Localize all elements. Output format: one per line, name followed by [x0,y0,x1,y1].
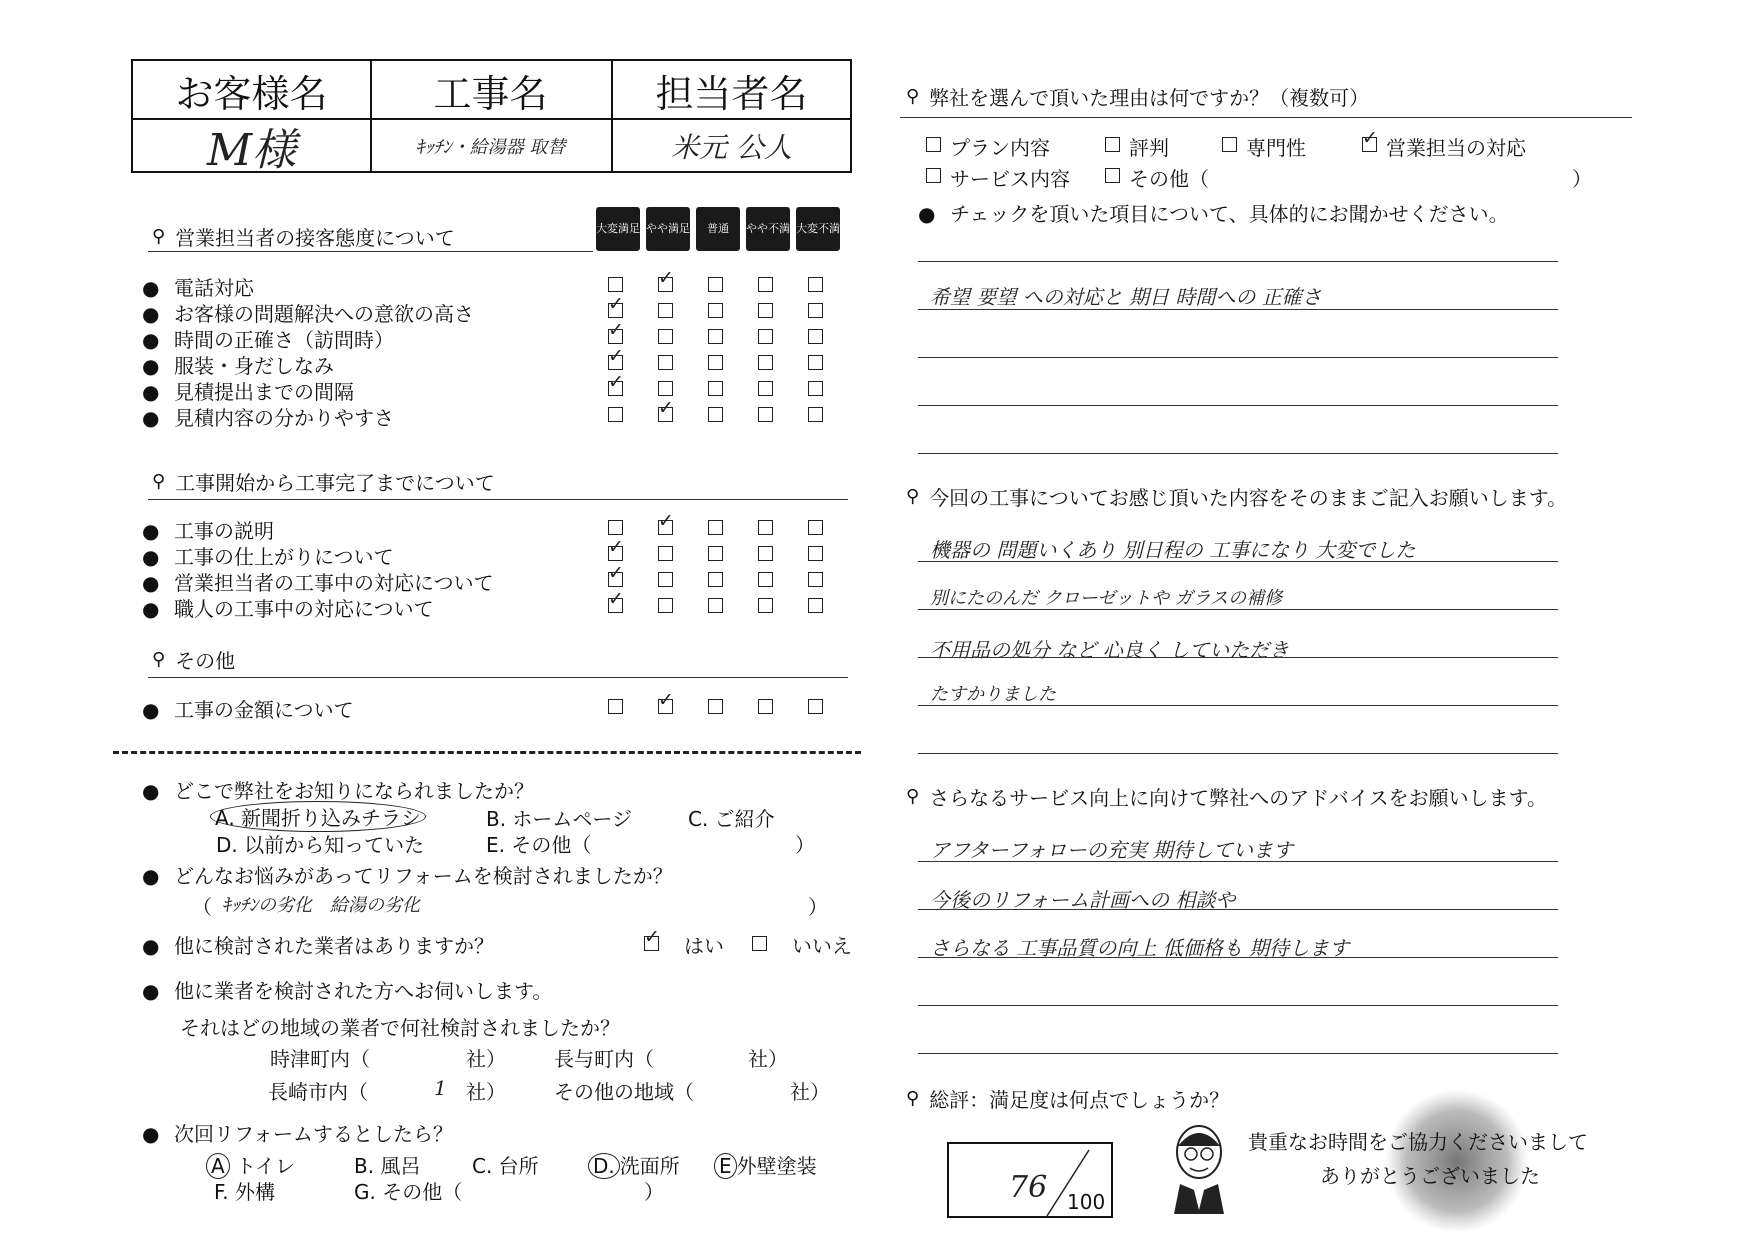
answer-line [918,357,1558,358]
advice-line-2[interactable]: 今後のリフォーム計画への 相談や [930,888,1236,912]
reason-reputation-checkbox[interactable] [1105,137,1120,152]
rating-checkbox[interactable] [608,381,623,396]
rating-checkbox[interactable] [658,520,673,535]
rating-item-label: 営業担当者の工事中の対応について [174,571,494,595]
rating-checkbox[interactable] [708,699,723,714]
reason-reputation-label: 評判 [1129,136,1169,160]
q2-answer[interactable]: ｷｯﾁﾝの劣化 給湯の劣化 [222,895,420,916]
reason-expertise-checkbox[interactable] [1222,137,1237,152]
rating-checkbox[interactable] [758,407,773,422]
rating-checkbox[interactable] [708,546,723,561]
reason-service-checkbox[interactable] [926,168,941,183]
rating-checkbox[interactable] [758,355,773,370]
area-other-sha: 社） [790,1080,830,1104]
rating-checkbox[interactable] [808,355,823,370]
rating-checkbox[interactable] [658,381,673,396]
rating-item: ● 工事の仕上がりについて [142,545,394,569]
pin-icon: ⚲ [906,86,920,107]
score-box [947,1142,1113,1218]
q2-close: ） [808,895,828,919]
rating-item-label: 見積内容の分かりやすさ [174,406,394,430]
work-label: 工事名 [433,71,548,116]
q2-open: （ [192,895,212,919]
section-title-other: ⚲ その他 [152,649,236,673]
rating-checkbox[interactable] [708,520,723,535]
divider [148,677,848,678]
rating-checkbox[interactable] [758,303,773,318]
reason-answer[interactable]: 希望 要望 への対応と 期日 時間への 正確さ [930,285,1322,309]
answer-line [918,1053,1558,1054]
answer-line [918,909,1558,910]
rating-checkbox[interactable] [608,329,623,344]
rating-checkbox[interactable] [808,598,823,613]
thanks-line-1: 貴重なお時間をご協力くださいまして [1248,1130,1588,1154]
rating-checkbox[interactable] [658,572,673,587]
q2: ● どんなお悩みがあってリフォームを検討されましたか？ [142,864,673,888]
pin-icon: ⚲ [906,486,920,507]
rating-checkbox[interactable] [658,598,673,613]
reason-sales-label: 営業担当の対応 [1386,136,1526,160]
rating-checkbox[interactable] [658,546,673,561]
q3: ● 他に検討された業者はありますか？ [142,934,494,958]
rating-item: ● 服装・身だしなみ [142,354,334,378]
section-title-sales: ⚲ 営業担当者の接客態度について [152,226,455,250]
area-nagasaki: 長崎市内（ [268,1080,368,1104]
mascot-illustration [1166,1118,1232,1214]
q5-option-g[interactable]: G. その他（ [354,1180,463,1204]
answer-line [918,1005,1558,1006]
answer-line [918,609,1558,610]
rating-checkbox[interactable] [758,699,773,714]
rating-head-very-satisfied: 大変満足 [596,207,640,251]
customer-value: M様 [206,125,297,176]
rating-item-label: 服装・身だしなみ [174,354,334,378]
customer-label: お客様名 [175,71,328,116]
rating-checkbox[interactable] [808,303,823,318]
rating-item: ● 電話対応 [142,276,254,300]
rating-checkbox[interactable] [808,329,823,344]
rating-item: ● 見積提出までの間隔 [142,380,354,404]
rating-checkbox[interactable] [658,355,673,370]
pin-icon: ⚲ [152,226,166,247]
rating-item: ● 見積内容の分かりやすさ [142,406,394,430]
advice-line-3[interactable]: さらなる 工事品質の向上 低価格も 期待します [930,936,1350,960]
rating-checkbox[interactable] [808,407,823,422]
rating-checkbox[interactable] [608,303,623,318]
answer-line [918,261,1558,262]
q1-option-d[interactable]: D. 以前から知っていた [216,833,425,857]
answer-line [918,309,1558,310]
impression-line-2[interactable]: 別にたのんだ クローゼットや ガラスの補修 [930,588,1283,609]
rating-checkbox[interactable] [608,598,623,613]
rating-checkbox[interactable] [708,277,723,292]
rating-checkbox[interactable] [708,303,723,318]
reason-other-checkbox[interactable] [1105,168,1120,183]
section-title-construction: ⚲ 工事開始から工事完了までについて [152,471,495,495]
q3-no-checkbox[interactable] [752,936,767,951]
q3-yes-label: はい [684,934,724,958]
header-table [131,59,852,176]
rating-item: ● お客様の問題解決への意欲の高さ [142,302,474,326]
q5-option-c[interactable]: C. 台所 [472,1154,539,1178]
rating-checkbox[interactable] [708,598,723,613]
pin-icon: ⚲ [152,471,166,492]
rating-checkbox[interactable] [808,520,823,535]
q3-yes-checkbox[interactable] [644,936,659,951]
reason-other-close: ） [1572,167,1592,191]
answer-line [918,705,1558,706]
answer-line [918,561,1558,562]
impression-line-1[interactable]: 機器の 問題いくあり 別日程の 工事になり 大変でした [930,538,1416,562]
rating-checkbox[interactable] [808,699,823,714]
rating-checkbox[interactable] [808,277,823,292]
reason-sales-checkbox[interactable] [1362,137,1377,152]
rating-checkbox[interactable] [658,407,673,422]
reason-plan-label: プラン内容 [950,136,1050,160]
q1-option-b[interactable]: B. ホームページ [486,807,633,831]
rating-item-label: 工事の説明 [174,519,274,543]
rating-checkbox[interactable] [758,598,773,613]
q3-no-label: いいえ [792,934,852,958]
q1-option-c[interactable]: C. ご紹介 [688,807,775,831]
reason-other-label: その他（ [1129,167,1209,191]
q5-option-e[interactable]: E 外壁塗装 [714,1150,817,1179]
q1-close: ） [795,833,815,857]
rating-checkbox[interactable] [658,699,673,714]
rating-item: ● 時間の正確さ（訪問時） [142,328,394,352]
reason-expertise-label: 専門性 [1246,136,1306,160]
rating-checkbox[interactable] [758,546,773,561]
rating-checkbox[interactable] [708,329,723,344]
rating-checkbox[interactable] [608,546,623,561]
impression-title: ⚲ 今回の工事についてお感じ頂いた内容をそのままご記入お願いします。 [906,486,1568,510]
score-value[interactable]: 76 [1009,1170,1048,1205]
rating-checkbox[interactable] [608,407,623,422]
impression-line-4[interactable]: たすかりました [930,684,1056,705]
advice-line-1[interactable]: アフターフォローの充実 期待しています [930,838,1293,862]
q1: ● どこで弊社をお知りになられましたか？ [142,779,534,803]
rating-checkbox[interactable] [808,546,823,561]
divider [148,499,848,500]
answer-line [918,861,1558,862]
work-value: ｷｯﾁﾝ・給湯器 取替 [415,137,566,158]
rating-item-label: お客様の問題解決への意欲の高さ [174,302,474,326]
rating-item: ● 職人の工事中の対応について [142,597,434,621]
reason-title: ⚲ 弊社を選んで頂いた理由は何ですか？（複数可） [906,86,1370,110]
q5-option-d[interactable]: D. 洗面所 [588,1150,680,1179]
area-tokitsu: 時津町内（ [270,1047,370,1071]
rating-checkbox[interactable] [608,699,623,714]
rating-checkbox[interactable] [608,277,623,292]
impression-line-3[interactable]: 不用品の処分 など 心良く していただき [930,638,1290,662]
rating-item-label: 工事の金額について [174,698,354,722]
rating-item-label: 工事の仕上がりについて [174,545,394,569]
rating-item: ● 工事の説明 [142,519,274,543]
rating-item-label: 見積提出までの間隔 [174,380,354,404]
rating-checkbox[interactable] [708,381,723,396]
answer-line [918,753,1558,754]
rating-checkbox[interactable] [608,355,623,370]
rating-checkbox[interactable] [608,572,623,587]
divider [900,117,1632,118]
q5-option-f[interactable]: F. 外構 [214,1180,276,1204]
score-max: 100 [1067,1190,1106,1214]
staff-label: 担当者名 [655,71,808,116]
pin-icon: ⚲ [906,1088,920,1109]
rating-head-normal: 普通 [696,207,740,251]
rating-checkbox[interactable] [708,355,723,370]
rating-checkbox[interactable] [658,277,673,292]
q5-option-b[interactable]: B. 風呂 [354,1154,421,1178]
reason-service-label: サービス内容 [950,167,1070,191]
q1-option-e[interactable]: E. その他（ [486,833,592,857]
rating-item-label: 職人の工事中の対応について [174,597,434,621]
pin-icon: ⚲ [152,649,166,670]
rating-item: ● 営業担当者の工事中の対応について [142,571,494,595]
rating-checkbox[interactable] [658,329,673,344]
rating-checkbox[interactable] [758,520,773,535]
area-nagasaki-sha: 社） [466,1080,506,1104]
overall-title: ⚲ 総評：満足度は何点でしょうか？ [906,1088,1230,1112]
reason-detail-prompt: ● チェックを頂いた項目について、具体的にお聞かせください。 [918,202,1509,226]
rating-checkbox[interactable] [808,381,823,396]
rating-checkbox[interactable] [608,520,623,535]
area-nagayo-sha: 社） [748,1047,788,1071]
divider [148,251,593,252]
rating-checkbox[interactable] [758,277,773,292]
thanks-line-2: ありがとうございました [1320,1164,1540,1188]
rating-item: ● 工事の金額について [142,698,354,722]
answer-line [918,453,1558,454]
q4-sub: それはどの地域の業者で何社検討されましたか？ [180,1016,620,1040]
rating-head-very-dissatisfied: 大変不満 [796,207,840,251]
rating-item-label: 時間の正確さ（訪問時） [174,328,394,352]
rating-checkbox[interactable] [758,381,773,396]
q4: ● 他に業者を検討された方へお伺いします。 [142,979,553,1003]
staff-value: 米元 公人 [671,131,792,164]
rating-head-dissatisfied: やや不満 [746,207,790,251]
q5: ● 次回リフォームするとしたら？ [142,1122,453,1146]
rating-checkbox[interactable] [808,572,823,587]
rating-head-satisfied: やや満足 [646,207,690,251]
area-tokitsu-sha: 社） [466,1047,506,1071]
answer-line [918,657,1558,658]
rating-item-label: 電話対応 [174,276,254,300]
answer-line [918,405,1558,406]
rating-checkbox[interactable] [708,572,723,587]
reason-plan-checkbox[interactable] [926,137,941,152]
rating-checkbox[interactable] [658,303,673,318]
q1-option-a[interactable]: A. 新聞折り込みチラシ [210,801,426,832]
area-other: その他の地域（ [554,1080,694,1104]
area-nagasaki-count[interactable]: 1 [434,1076,447,1100]
rating-checkbox[interactable] [758,572,773,587]
rating-checkbox[interactable] [758,329,773,344]
q5-option-a[interactable]: A トイレ [206,1150,295,1179]
rating-checkbox[interactable] [708,407,723,422]
q5-close: ） [644,1180,664,1204]
advice-title: ⚲ さらなるサービス向上に向けて弊社へのアドバイスをお願いします。 [906,786,1547,810]
pin-icon: ⚲ [906,786,920,807]
dashed-separator [113,751,861,754]
answer-line [918,957,1558,958]
area-nagayo: 長与町内（ [554,1047,654,1071]
